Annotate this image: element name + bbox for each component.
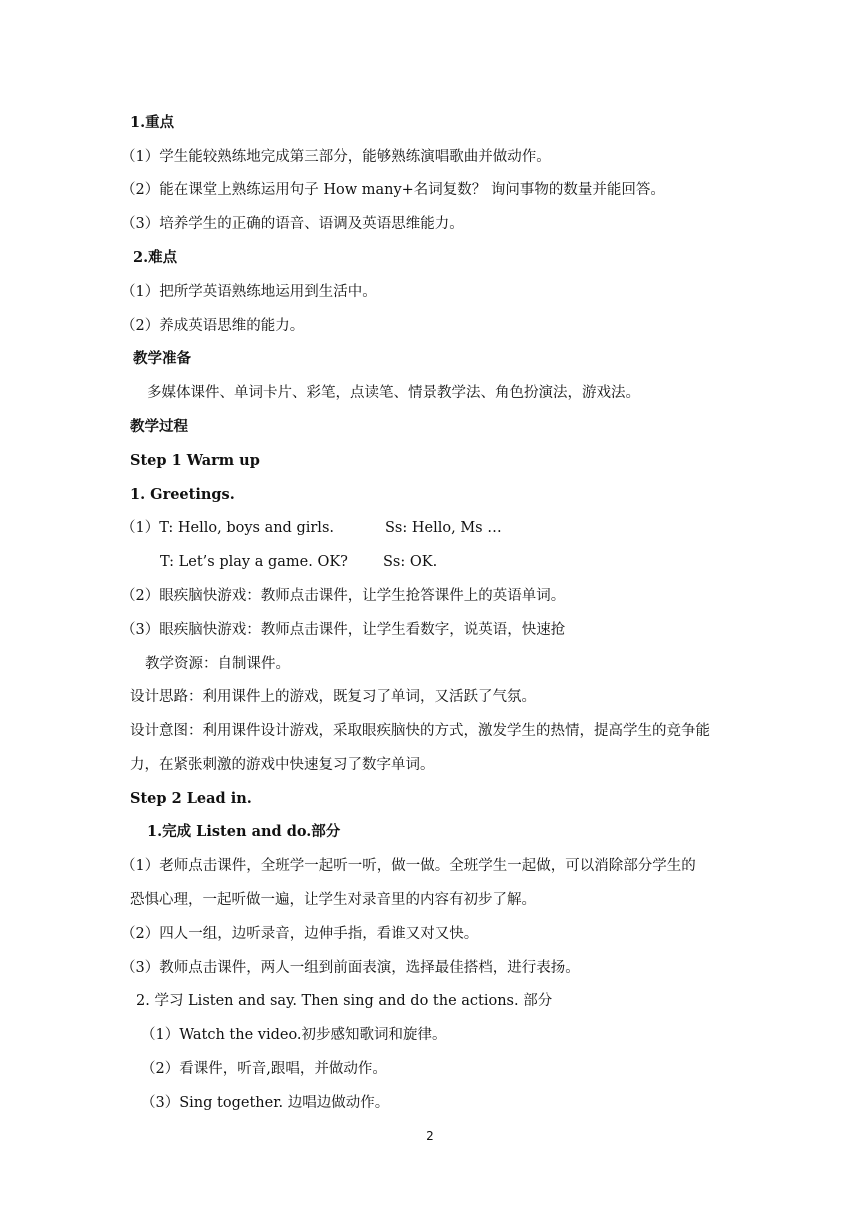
dialogue-teacher-line: （1）T: Hello, boys and girls. (121, 520, 334, 536)
paragraph-line: 力，在紧张刺激的游戏中快速复习了数字单词。 (130, 757, 435, 773)
paragraph-line: （2）看课件，听音,跟唱，并做动作。 (141, 1061, 387, 1077)
page-number: 2 (426, 1129, 434, 1143)
paragraph-line: （3）眼疾脑快游戏：教师点击课件，让学生看数字，说英语，快速抢 (121, 622, 566, 638)
section-heading: 教学过程 (130, 418, 188, 435)
dialogue-student-line: Ss: OK. (383, 554, 438, 570)
paragraph-line: 设计意图：利用课件设计游戏，采取眼疾脑快的方式，激发学生的热情，提高学生的竞争能 (130, 723, 710, 739)
section-heading: 2.难点 (133, 249, 178, 266)
paragraph-line: （2）眼疾脑快游戏：教师点击课件，让学生抢答课件上的英语单词。 (121, 588, 566, 604)
paragraph-line: 教学资源：自制课件。 (145, 656, 290, 672)
paragraph-line: （2）养成英语思维的能力。 (121, 318, 305, 334)
paragraph-line: （3）Sing together. 边唱边做动作。 (141, 1095, 390, 1111)
paragraph-line: （1）Watch the video.初步感知歌词和旋律。 (141, 1027, 447, 1043)
step-heading: Step 1 Warm up (130, 452, 260, 469)
section-heading: 1.重点 (130, 114, 175, 131)
paragraph-line: （3）教师点击课件，两人一组到前面表演，选择最佳搭档，进行表扬。 (121, 960, 580, 976)
subsection-heading: 1. Greetings. (130, 486, 235, 503)
paragraph-line: 2. 学习 Listen and say. Then sing and do the actions. 部分 (136, 993, 553, 1009)
dialogue-teacher-line: T: Let’s play a game. OK? (160, 554, 348, 570)
paragraph-line: 恐惧心理，一起听做一遍，让学生对录音里的内容有初步了解。 (130, 892, 536, 908)
paragraph-line: （1）老师点击课件，全班学一起听一听，做一做。全班学生一起做，可以消除部分学生的 (121, 858, 696, 874)
paragraph-line: （2）能在课堂上熟练运用句子 How many+名词复数？ 询问事物的数量并能回答。 (121, 182, 665, 198)
subsection-heading: 1.完成 Listen and do.部分 (147, 823, 341, 840)
paragraph-line: （3）培养学生的正确的语音、语调及英语思维能力。 (121, 216, 464, 232)
paragraph-line: （1）学生能较熟练地完成第三部分，能够熟练演唱歌曲并做动作。 (121, 149, 551, 165)
paragraph-line: （1）把所学英语熟练地运用到生活中。 (121, 284, 377, 300)
paragraph-line: （2）四人一组，边听录音，边伸手指，看谁又对又快。 (121, 926, 479, 942)
section-heading: 教学准备 (133, 350, 191, 367)
dialogue-student-line: Ss: Hello, Ms … (385, 520, 502, 536)
paragraph-line: 多媒体课件、单词卡片、彩笔，点读笔、情景教学法、角色扮演法，游戏法。 (147, 385, 640, 401)
paragraph-line: 设计思路：利用课件上的游戏，既复习了单词，又活跃了气氛。 (130, 689, 536, 705)
step-heading: Step 2 Lead in. (130, 790, 252, 807)
